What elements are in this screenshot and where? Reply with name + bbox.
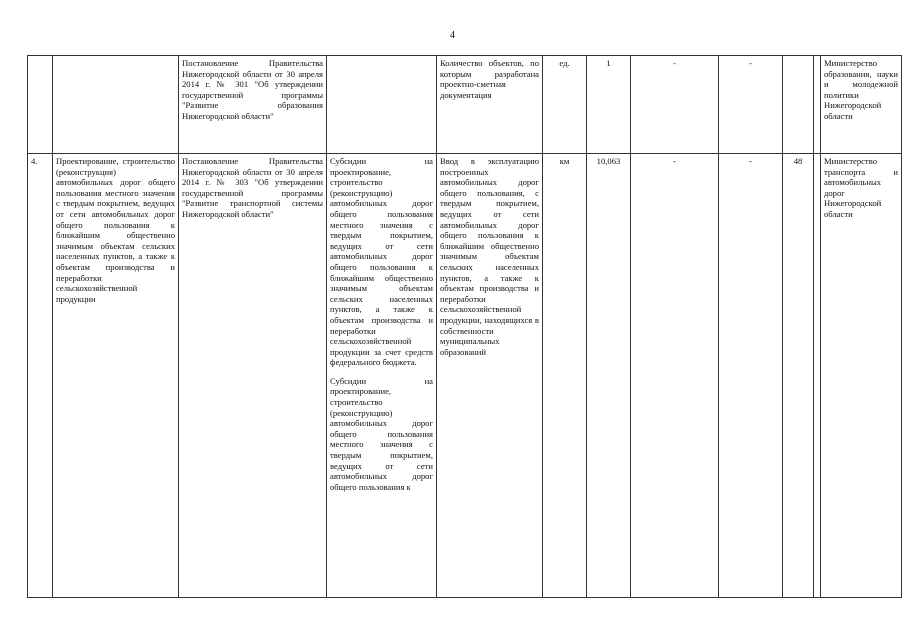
value-col-11 (814, 56, 821, 154)
indicator-name: Количество объектов, по которым разработана проектно-сметная документация (437, 56, 543, 154)
event-description (327, 154, 437, 598)
event-paragraph-1: Субсидии на проектирование, строительство (реконструкцию) автомобильных дорог общего пользования местного значения с твердым покрытием, ведущих от сети автомобильных дорог общего пользования к ближайшим общественно значимым объектам сельских населенных пунктов, а также к объектам производства и переработки сельскохозяйственной продукции за счет средств федерального бюджета. (330, 156, 433, 368)
executor: Министерство образования, науки и молодежной политики Нижегородской области (821, 56, 902, 154)
value-col-10: 48 (783, 154, 814, 598)
table-row (28, 56, 902, 154)
program-document: Постановление Правительства Нижегородской области от 30 апреля 2014 г. № 303 "Об утверждении государственной программы "Развитие транспортной системы Нижегородской области" (179, 154, 327, 598)
value-col-11 (814, 154, 821, 598)
value-col-9: - (719, 56, 783, 154)
page-number: 4 (450, 30, 455, 41)
program-table (27, 55, 902, 598)
measure-name (53, 56, 179, 154)
executor: Министерство транспорта и автомобильных дорог Нижегородской области (821, 154, 902, 598)
indicator-value: 10,063 (587, 154, 631, 598)
value-col-8: - (631, 56, 719, 154)
event-description (327, 56, 437, 154)
measure-name: Проектирование, строительство (реконструкция) автомобильных дорог общего пользования местного значения с твердым покрытием, ведущих от сети автомобильных дорог общего пользования к ближайшим общественно значимым объектам сельских населенных пунктов, а также к объектам производства и переработки сельскохозяйственной продукции (53, 154, 179, 598)
indicator-value: 1 (587, 56, 631, 154)
table-row (28, 154, 902, 598)
value-col-10 (783, 56, 814, 154)
unit: км (543, 154, 587, 598)
event-paragraph-2: Субсидии на проектирование, строительство (реконструкцию) автомобильных дорог общего пользования местного значения с твердым покрытием, ведущих от сети автомобильных дорог общего пользования к (330, 375, 433, 492)
row-number (28, 56, 53, 154)
program-document: Постановление Правительства Нижегородской области от 30 апреля 2014 г. № 301 "Об утверждении государственной программы "Развитие образования Нижегородской области" (179, 56, 327, 154)
value-col-8: - (631, 154, 719, 598)
indicator-name: Ввод в эксплуатацию построенных автомобильных дорог общего пользования, с твердым покрытием, ведущих от сети автомобильных дорог общего пользования к ближайшим общественно значимым объектам сельских населенных пунктов, а также к объектам производства и переработки сельскохозяйственной продукции, находящихся в собственности муниципальных образований (437, 154, 543, 598)
unit: ед. (543, 56, 587, 154)
value-col-9: - (719, 154, 783, 598)
row-number: 4. (28, 154, 53, 598)
